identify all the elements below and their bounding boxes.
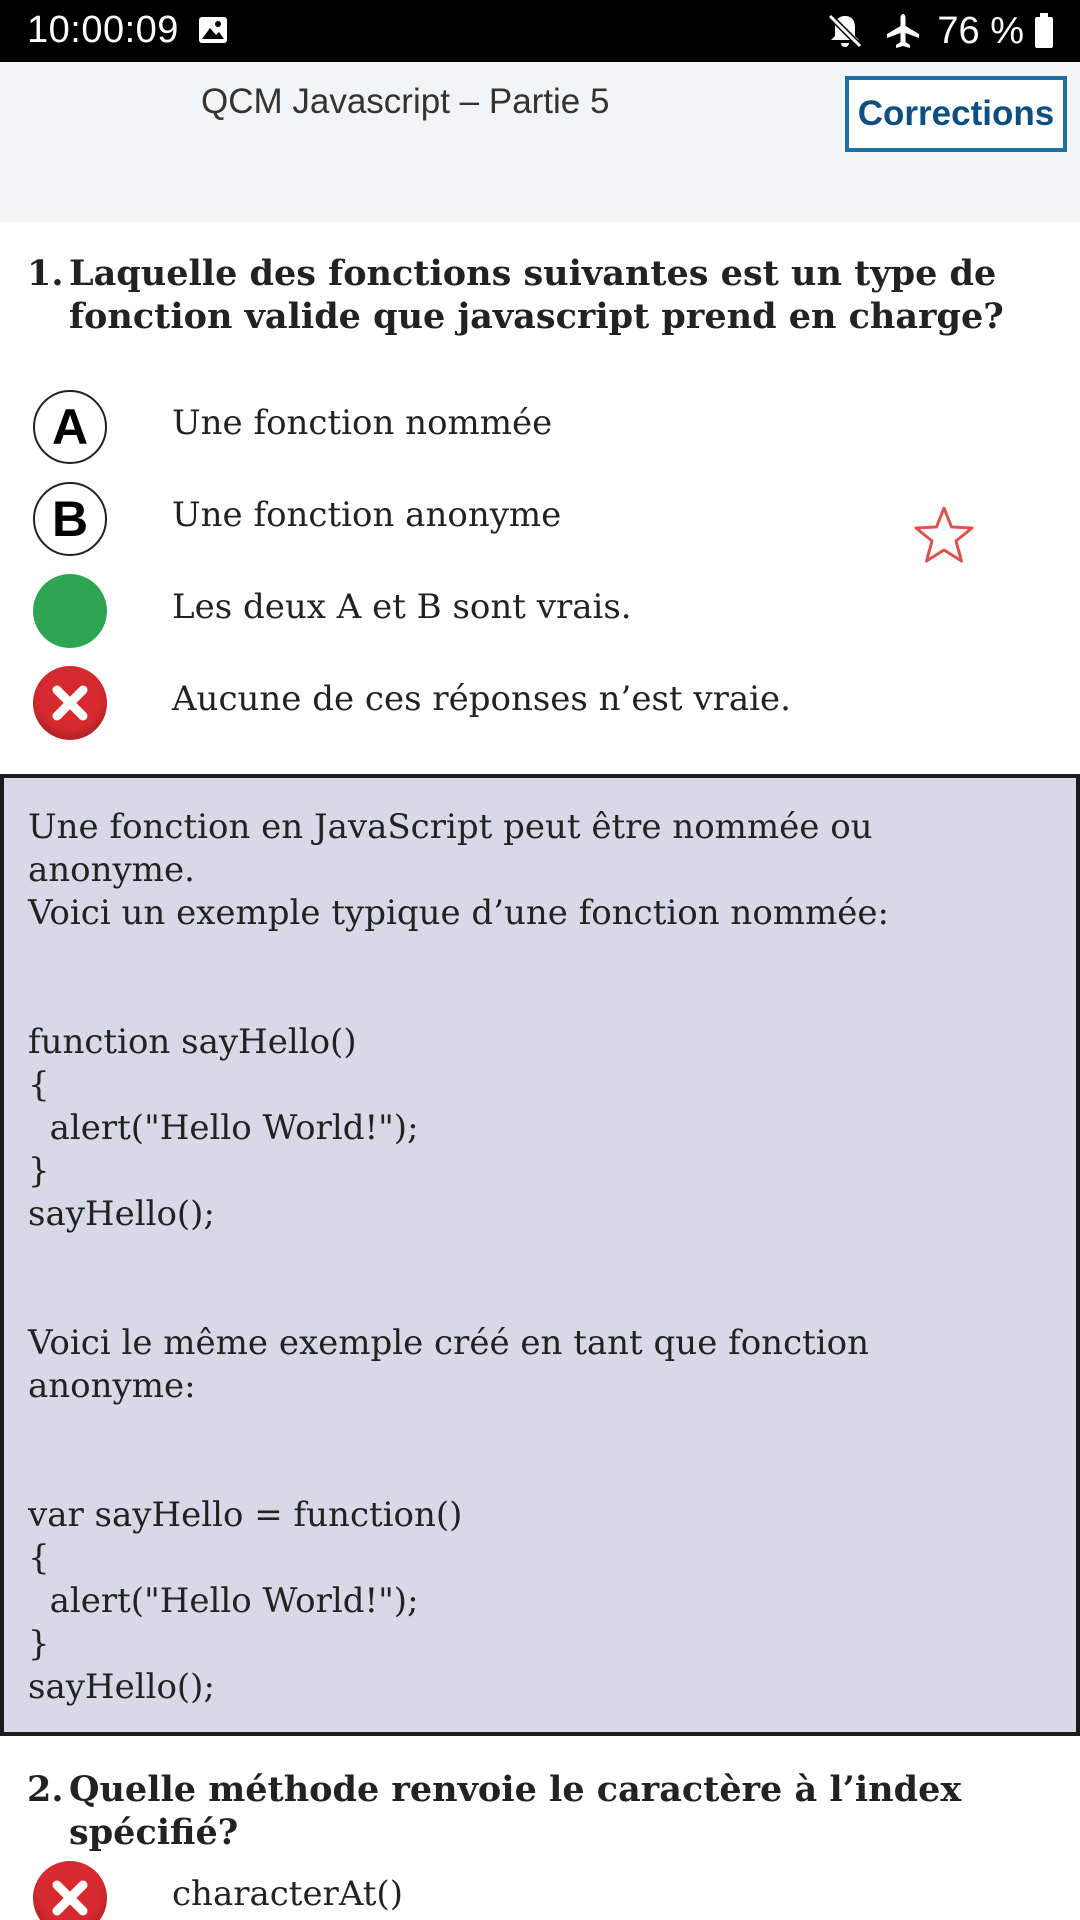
answer-option-d[interactable] bbox=[33, 663, 1043, 743]
answer-badge-b: B bbox=[33, 482, 107, 556]
question-text: Laquelle des fonctions suivantes est un type de fonction valide que javascript prend en charge? bbox=[69, 253, 1004, 337]
answer-text: Les deux A et B sont vrais. bbox=[172, 587, 632, 627]
answer-text: characterAt() bbox=[172, 1874, 403, 1914]
question-text: Quelle méthode renvoie le caractère à l’index spécifié? bbox=[69, 1769, 962, 1853]
page-title: QCM Javascript – Partie 5 bbox=[201, 82, 610, 121]
answer-text: Une fonction anonyme bbox=[172, 495, 562, 535]
question-number: 2. bbox=[27, 1769, 64, 1810]
mute-bell-icon bbox=[825, 11, 865, 51]
question-1 bbox=[27, 252, 1047, 338]
airplane-icon bbox=[883, 11, 923, 51]
explanation-panel: Une fonction en JavaScript peut être nommée ou anonyme. Voici un exemple typique d’une fonction nommée: function sayHello() { alert("Hello World!"); } sayHello(); Voici le même exemple créé en tant que fonction anonyme: var sayHello = function() { alert("Hello World!"); } sayHello(); bbox=[0, 774, 1080, 1736]
wrong-answer-badge bbox=[33, 1861, 107, 1920]
answer-badge-a: A bbox=[33, 390, 107, 464]
status-icons bbox=[825, 9, 1054, 53]
wrong-answer-badge bbox=[33, 666, 107, 740]
answer-option-a[interactable] bbox=[33, 1858, 1043, 1920]
corrections-button[interactable]: Corrections bbox=[845, 76, 1067, 152]
correct-answer-badge bbox=[33, 574, 107, 648]
status-time: 10:00:09 bbox=[27, 9, 179, 51]
answer-text: Une fonction nommée bbox=[172, 403, 553, 443]
answer-option-c[interactable] bbox=[33, 571, 1043, 651]
answer-option-b[interactable] bbox=[33, 479, 1043, 559]
close-icon bbox=[51, 1879, 89, 1917]
status-bar bbox=[0, 0, 1080, 62]
star-outline-icon[interactable] bbox=[912, 504, 976, 566]
close-icon bbox=[51, 684, 89, 722]
question-number: 1. bbox=[27, 253, 64, 294]
answer-option-a[interactable] bbox=[33, 387, 1043, 467]
battery-percent: 76 % bbox=[937, 9, 1024, 52]
gallery-icon bbox=[198, 16, 228, 44]
answer-text: Aucune de ces réponses n’est vraie. bbox=[172, 679, 791, 719]
app-header bbox=[0, 62, 1080, 222]
battery-icon bbox=[1034, 13, 1054, 49]
question-2 bbox=[27, 1768, 1047, 1854]
